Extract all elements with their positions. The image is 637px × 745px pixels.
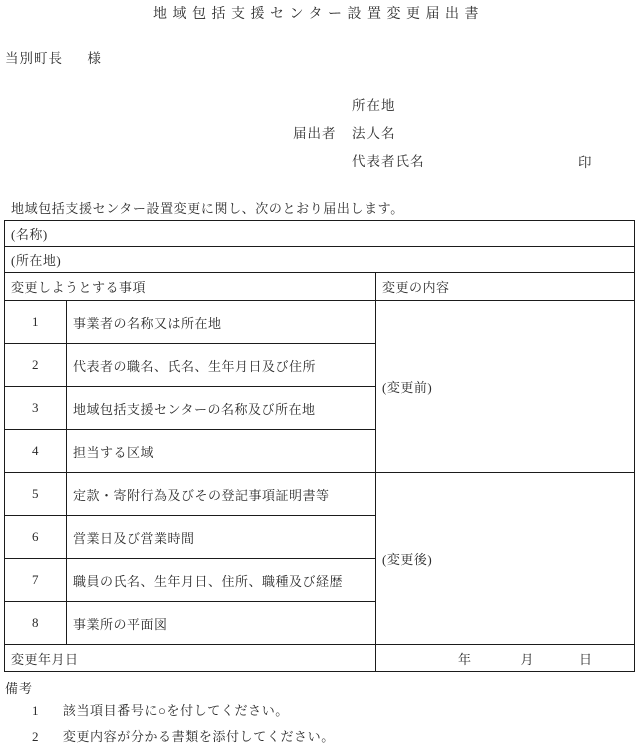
address-field-cell: (所在地) (5, 247, 635, 273)
item-number: 3 (5, 387, 67, 430)
change-date-label: 変更年月日 (5, 645, 376, 672)
notifier-corp-name-label: 法人名 (352, 126, 396, 141)
day-unit-label: 日 (579, 651, 593, 667)
item-number: 6 (5, 516, 67, 559)
month-unit-label: 月 (520, 651, 535, 667)
column-header-items: 変更しようとする事項 (5, 273, 376, 301)
remark-text: 変更内容が分かる書類を添付してください。 (62, 729, 335, 744)
item-number: 2 (5, 344, 67, 387)
name-field-cell: (名称) (5, 221, 635, 247)
remark-number: 2 (32, 729, 40, 744)
remark-item-2 (32, 726, 335, 745)
change-before-cell: (変更前) (376, 301, 635, 473)
change-date-value-cell (376, 645, 635, 672)
item-label: 営業日及び営業時間 (67, 516, 376, 559)
item-number: 4 (5, 430, 67, 473)
remarks-heading: 備考 (5, 681, 34, 696)
item-label: 事業者の名称又は所在地 (67, 301, 376, 344)
item-number: 1 (5, 301, 67, 344)
seal-mark: 印 (578, 155, 593, 170)
recipient-line (5, 47, 102, 67)
table-row-address (5, 247, 635, 273)
item-label: 職員の氏名、生年月日、住所、職種及び経歴 (67, 559, 376, 602)
table-row-item-5 (5, 473, 635, 516)
recipient-honorific: 様 (87, 51, 102, 66)
table-row-item-1 (5, 301, 635, 344)
item-label: 事業所の平面図 (67, 602, 376, 645)
item-label: 定款・寄附行為及びその登記事項証明書等 (67, 473, 376, 516)
item-label: 代表者の職名、氏名、生年月日及び住所 (67, 344, 376, 387)
remark-number: 1 (32, 703, 40, 718)
date-units (382, 649, 628, 668)
table-row-name (5, 221, 635, 247)
year-unit-label: 年 (458, 651, 472, 667)
column-header-content: 変更の内容 (376, 273, 635, 301)
table-row-change-date (5, 645, 635, 672)
item-number: 8 (5, 602, 67, 645)
item-label: 地域包括支援センターの名称及び所在地 (67, 387, 376, 430)
intro-statement: 地域包括支援センター設置変更に関し、次のとおり届出します。 (11, 201, 404, 216)
item-number: 7 (5, 559, 67, 602)
recipient-name: 当別町長 (5, 51, 63, 66)
table-header-row (5, 273, 635, 301)
item-label: 担当する区域 (67, 430, 376, 473)
change-after-cell: (変更後) (376, 473, 635, 645)
item-number: 5 (5, 473, 67, 516)
page-title: 地域包括支援センター設置変更届出書 (153, 7, 484, 22)
notifier-rep-name-label: 代表者氏名 (352, 154, 425, 169)
notifier-location-label: 所在地 (352, 98, 396, 113)
change-notification-table (4, 220, 635, 672)
remark-text: 該当項目番号に○を付してください。 (62, 703, 289, 718)
notifier-label: 届出者 (293, 126, 337, 141)
remark-item-1 (32, 700, 289, 719)
